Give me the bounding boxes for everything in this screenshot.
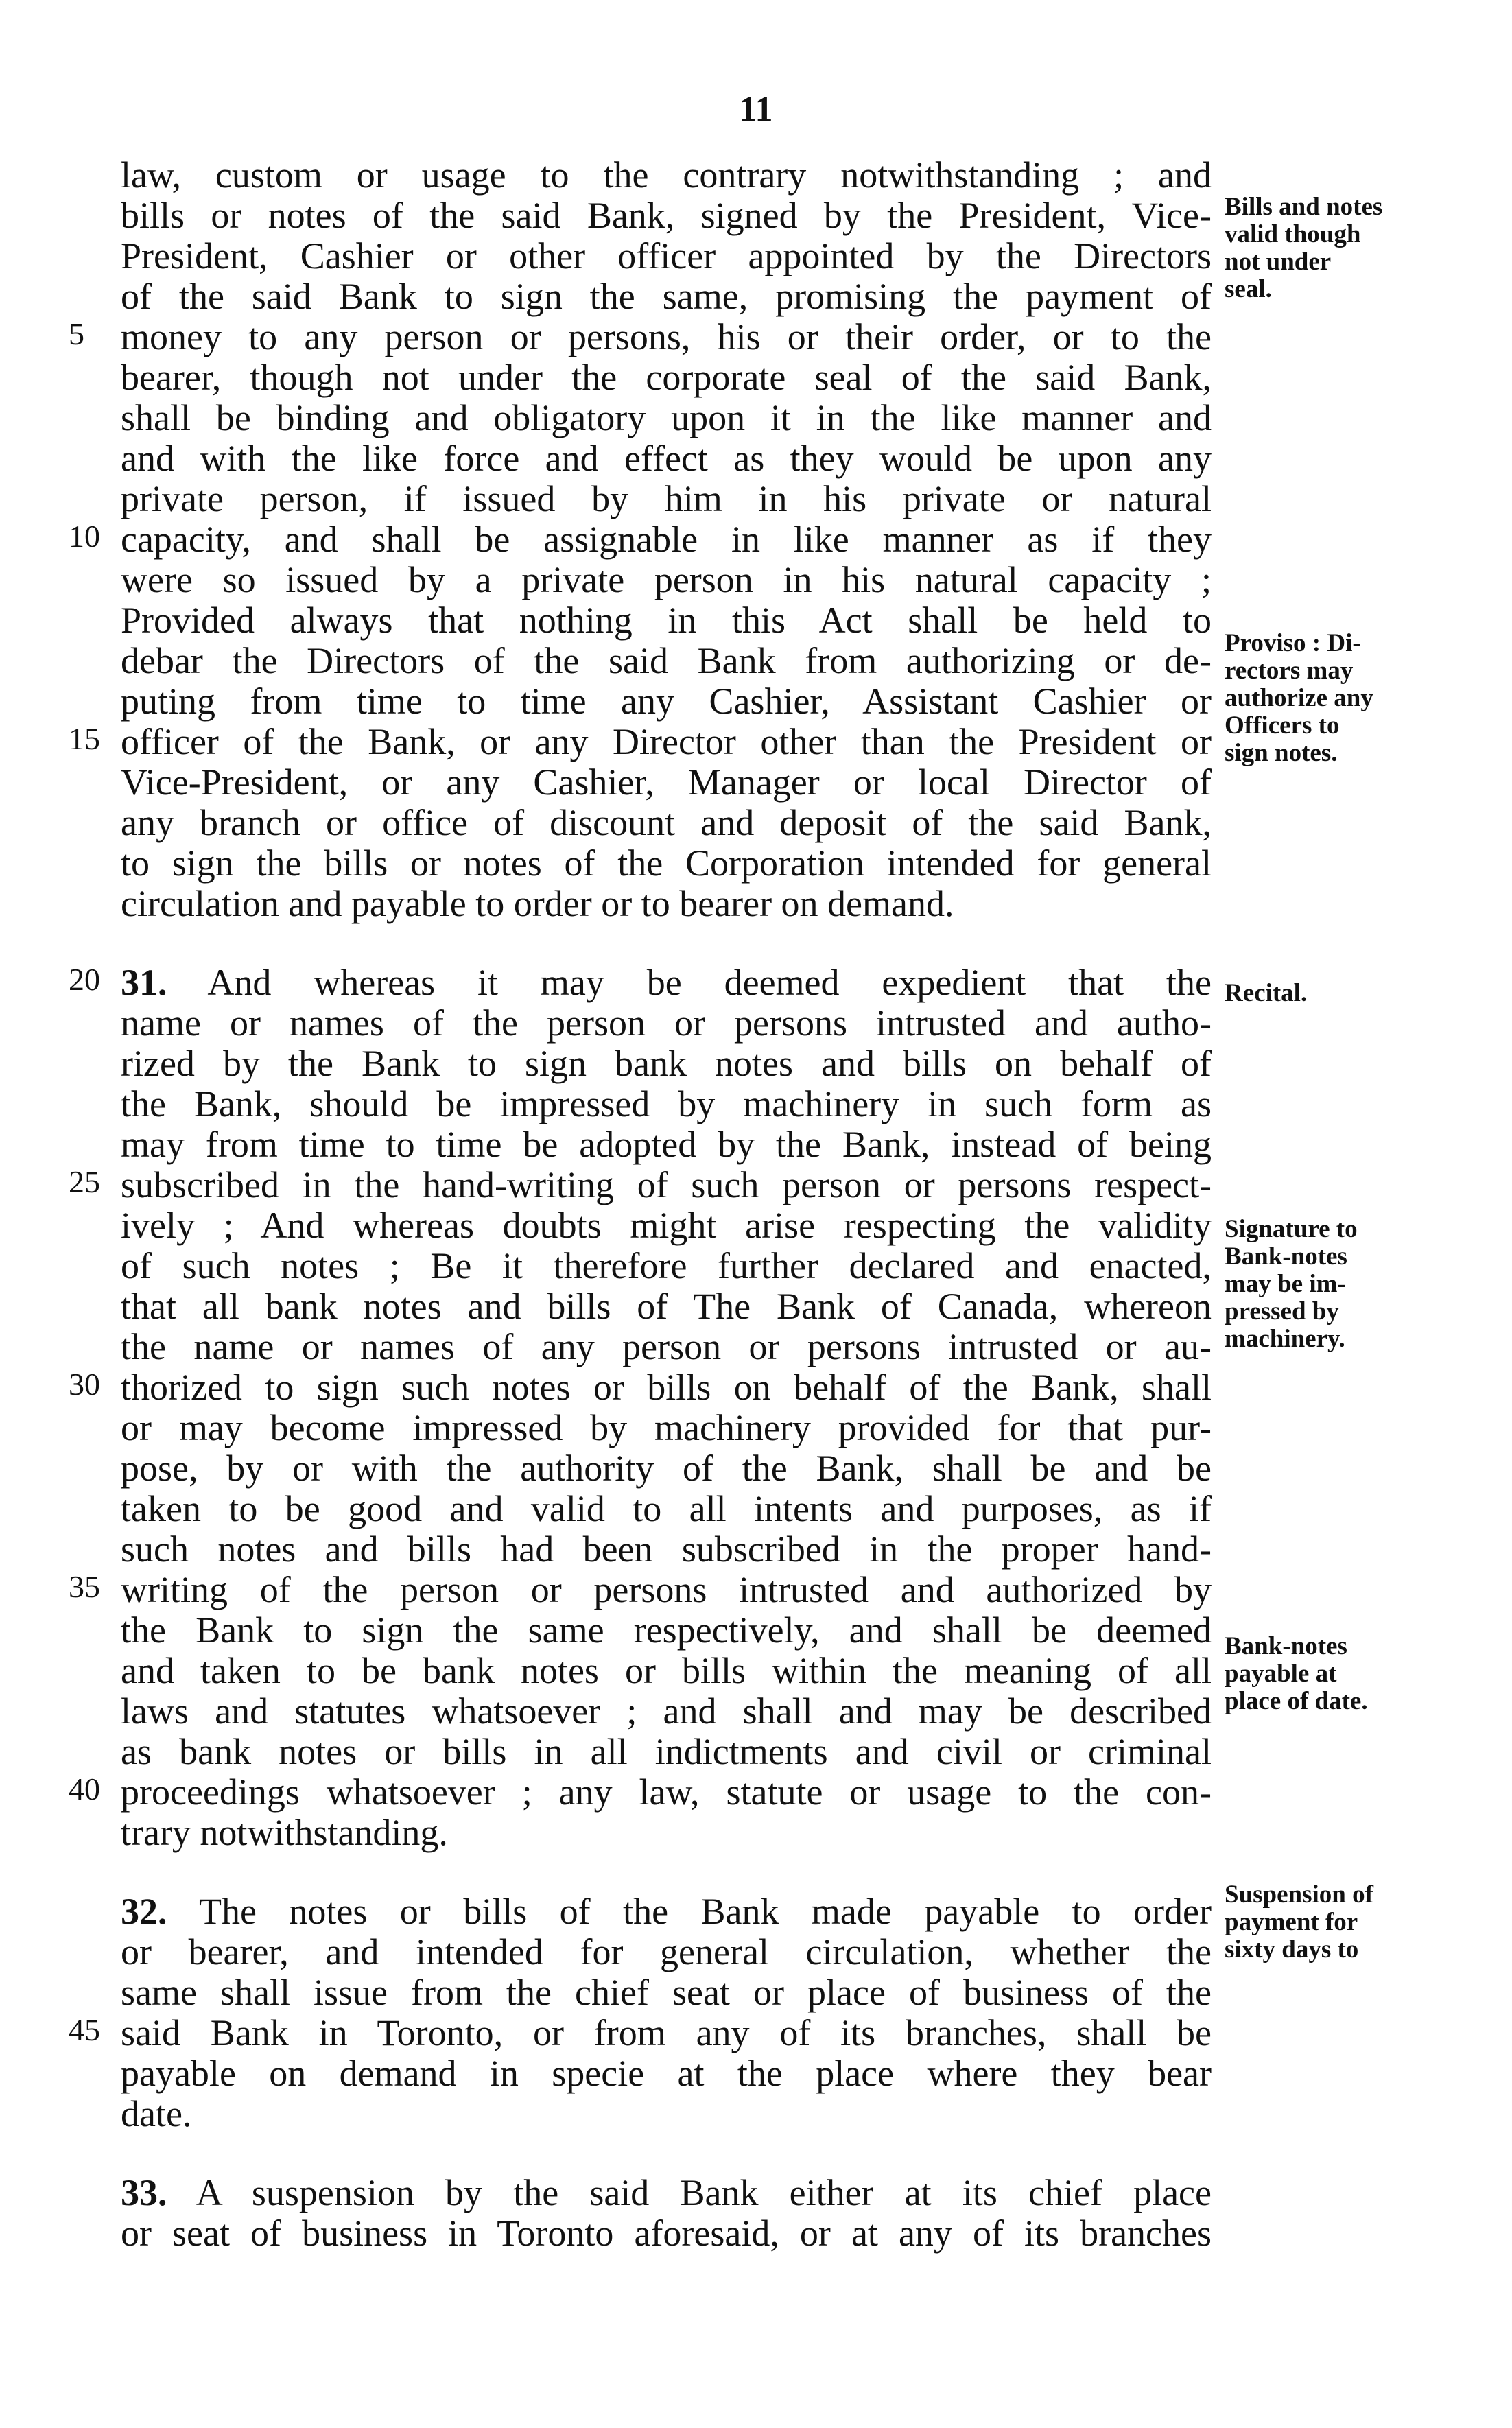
section-gap: [121, 1854, 1212, 1893]
text-line: [121, 359, 1212, 399]
line-text: subscribed in the hand-writing of such person or persons respect-: [121, 1164, 1212, 1205]
line-text: pose, by or with the authority of the Bank, shall be and be: [121, 1448, 1212, 1489]
line-text: or may become impressed by machinery provided for that pur-: [121, 1407, 1212, 1448]
margin-note-line: Bills and notes: [1225, 193, 1383, 221]
margin-note-line: machinery.: [1225, 1325, 1345, 1353]
line-text: proceedings whatsoever ; any law, statute or usage to the con-: [121, 1771, 1212, 1813]
line-number: 45: [69, 2012, 100, 2047]
margin-note-line: Recital.: [1225, 979, 1308, 1007]
section-number: 33.: [121, 2172, 167, 2213]
line-text: circulation and payable to order or to bearer on demand.: [121, 883, 954, 924]
line-number: 15: [69, 721, 100, 756]
margin-note-line: seal.: [1225, 275, 1272, 303]
margin-note: [1225, 1881, 1373, 1964]
text-line: [121, 602, 1212, 642]
margin-note-line: not under: [1225, 248, 1332, 276]
text-line: [121, 197, 1212, 237]
margin-note-line: Signature to: [1225, 1215, 1358, 1243]
line-number: 25: [69, 1164, 100, 1199]
text-line: [121, 2174, 1212, 2215]
text-line: [121, 1733, 1212, 1773]
text-line: [121, 399, 1212, 440]
text-line: [121, 1409, 1212, 1450]
text-line: [121, 642, 1212, 683]
margin-note-line: pressed by: [1225, 1297, 1339, 1325]
margin-note-line: valid though: [1225, 220, 1361, 248]
text-line: [121, 1690, 1212, 1733]
margin-note-line: payable at: [1225, 1660, 1337, 1688]
line-text: trary notwithstanding.: [121, 1812, 448, 1853]
line-text: the Bank to sign the same respectively, and shall be deemed: [121, 1610, 1212, 1651]
line-text: President, Cashier or other officer appointed by the Directors: [121, 235, 1212, 276]
line-text: bills or notes of the said Bank, signed by the President, Vice-: [121, 195, 1212, 236]
margin-note-line: sixty days to: [1225, 1935, 1359, 1964]
line-number: 40: [69, 1771, 100, 1806]
text-line: [121, 1247, 1212, 1288]
line-text: the name or names of any person or persons intrusted or au-: [121, 1326, 1212, 1367]
text-line: [69, 1771, 1212, 1814]
page-number: 11: [739, 90, 773, 129]
line-text: name or names of the person or persons intrusted and autho-: [121, 1002, 1212, 1044]
text-line: [121, 804, 1212, 845]
line-text: were so issued by a private person in his natural capacity ;: [121, 559, 1212, 600]
line-text: same shall issue from the chief seat or place of business of the: [121, 1972, 1212, 2013]
line-text: or bearer, and intended for general circulation, whether the: [121, 1931, 1212, 1972]
text-line: [121, 1652, 1212, 1693]
line-number: 10: [69, 519, 100, 554]
text-line: [121, 1450, 1212, 1490]
line-text: may from time to time be adopted by the Bank, instead of being: [121, 1124, 1212, 1165]
line-text: that all bank notes and bills of The Bank of Canada, whereon: [121, 1286, 1212, 1327]
text-line: [69, 2012, 1212, 2055]
text-line: [121, 1933, 1212, 1974]
line-text: Vice-President, or any Cashier, Manager or local Director of: [121, 762, 1212, 803]
text-line: [121, 237, 1212, 278]
margin-note: [1225, 1216, 1358, 1353]
line-text: puting from time to time any Cashier, Assistant Cashier or: [121, 681, 1212, 722]
margin-note: [1225, 1633, 1368, 1715]
text-line: [69, 1569, 1212, 1612]
line-text: as bank notes or bills in all indictments and civil or criminal: [121, 1731, 1212, 1772]
text-line: [69, 316, 1212, 359]
line-text: any branch or office of discount and deposit of the said Bank,: [121, 802, 1212, 843]
text-line: [121, 1893, 1212, 1933]
line-text: shall be binding and obligatory upon it in the like manner and: [121, 397, 1212, 438]
text-line: [121, 842, 1212, 885]
margin-note-line: Bank-notes: [1225, 1632, 1347, 1660]
text-line: [121, 1126, 1212, 1166]
line-text: writing of the person or persons intrusted and authorized by: [121, 1569, 1212, 1610]
text-line: [121, 480, 1212, 521]
text-line: [121, 1531, 1212, 1571]
text-line: [69, 1367, 1212, 1409]
line-text: date.: [121, 2093, 192, 2134]
line-text: The notes or bills of the Bank made payable to order: [198, 1891, 1212, 1932]
line-text: to sign the bills or notes of the Corporation intended for general: [121, 842, 1212, 884]
text-line: [121, 278, 1212, 318]
line-number: 35: [69, 1569, 100, 1604]
text-line: [121, 440, 1212, 480]
text-line: [121, 1207, 1212, 1247]
text-line: [121, 2215, 1212, 2255]
text-line: [121, 885, 1212, 926]
margin-note: [1225, 630, 1373, 767]
text-line: [69, 962, 1212, 1004]
line-text: ively ; And whereas doubts might arise respecting the validity: [121, 1205, 1212, 1246]
line-text: or seat of business in Toronto aforesaid, or at any of its branches: [121, 2213, 1212, 2254]
text-line: [121, 1328, 1212, 1369]
margin-note: [1225, 980, 1307, 1007]
line-text: laws and statutes whatsoever ; and shall and may be described: [121, 1690, 1212, 1732]
line-text: such notes and bills had been subscribed in the proper hand-: [121, 1529, 1212, 1570]
line-text: of the said Bank to sign the same, promising the payment of: [121, 276, 1212, 317]
line-text: A suspension by the said Bank either at its chief place: [196, 2172, 1212, 2213]
line-text: of such notes ; Be it therefore further declared and enacted,: [121, 1245, 1212, 1286]
line-number: 20: [69, 962, 100, 997]
text-line: [121, 1490, 1212, 1531]
section-gap: [121, 926, 1212, 964]
margin-note-line: Bank-notes: [1225, 1242, 1347, 1271]
body-text: [69, 154, 1212, 2255]
margin-note-line: payment for: [1225, 1908, 1358, 1936]
line-text: said Bank in Toronto, or from any of its branches, shall be: [121, 2012, 1212, 2053]
margin-note-line: Proviso : Di-: [1225, 629, 1361, 657]
line-text: the Bank, should be impressed by machinery in such form as: [121, 1083, 1212, 1124]
line-text: and taken to be bank notes or bills within the meaning of all: [121, 1650, 1212, 1691]
text-line: [69, 519, 1212, 561]
line-text: capacity, and shall be assignable in like manner as if they: [121, 519, 1212, 560]
line-text: and with the like force and effect as they would be upon any: [121, 438, 1212, 479]
margin-note-line: place of date.: [1225, 1687, 1368, 1715]
margin-note: [1225, 193, 1382, 303]
line-text: rized by the Bank to sign bank notes and bills on behalf of: [121, 1043, 1212, 1084]
margin-note-line: rectors may: [1225, 657, 1354, 685]
line-number: 5: [69, 316, 84, 351]
line-text: payable on demand in specie at the place where they bear: [121, 2053, 1212, 2094]
margin-note-line: may be im-: [1225, 1270, 1346, 1298]
text-line: [121, 561, 1212, 602]
line-number: 30: [69, 1367, 100, 1402]
line-text: Provided always that nothing in this Act shall be held to: [121, 600, 1212, 641]
text-line: [69, 1164, 1212, 1207]
line-text: private person, if issued by him in his private or natural: [121, 478, 1212, 519]
text-line: [121, 1612, 1212, 1652]
line-text: money to any person or persons, his or their order, or to the: [121, 316, 1212, 357]
text-line: [121, 1288, 1212, 1328]
margin-note-line: Suspension of: [1225, 1881, 1373, 1909]
text-line: [121, 2095, 1212, 2136]
line-text: thorized to sign such notes or bills on behalf of the Bank, shall: [121, 1367, 1212, 1408]
line-text: law, custom or usage to the contrary notwithstanding ; and: [121, 154, 1212, 196]
section-number: 32.: [121, 1891, 167, 1932]
line-text: taken to be good and valid to all intents and purposes, as if: [121, 1488, 1212, 1529]
text-line: [121, 1814, 1212, 1854]
text-line: [121, 1974, 1212, 2014]
text-line: [69, 721, 1212, 764]
text-line: [121, 2055, 1212, 2095]
text-line: [121, 683, 1212, 723]
line-text: debar the Directors of the said Bank from authorizing or de-: [121, 640, 1212, 681]
text-line: [121, 1004, 1212, 1045]
line-text: And whereas it may be deemed expedient that the: [207, 962, 1212, 1003]
section-number: 31.: [121, 962, 167, 1003]
section-gap: [121, 2136, 1212, 2174]
line-text: officer of the Bank, or any Director other than the President or: [121, 721, 1212, 762]
margin-note-line: authorize any: [1225, 684, 1373, 712]
text-line: [121, 1085, 1212, 1126]
line-text: bearer, though not under the corporate seal of the said Bank,: [121, 357, 1212, 398]
margin-note-line: sign notes.: [1225, 739, 1338, 767]
text-line: [121, 764, 1212, 804]
margin-note-line: Officers to: [1225, 711, 1340, 740]
text-line: [121, 1045, 1212, 1085]
text-line: [121, 156, 1212, 197]
